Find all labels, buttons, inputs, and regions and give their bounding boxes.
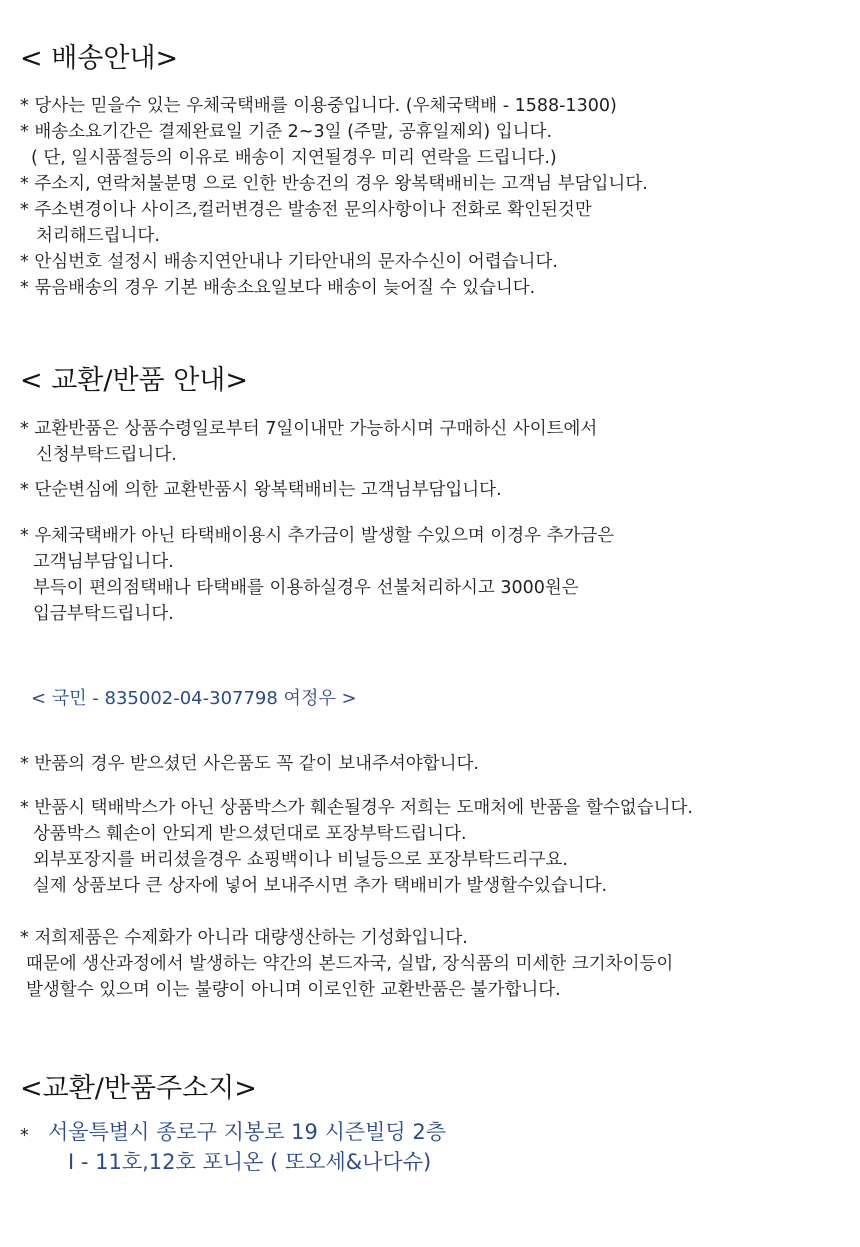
bank-account: < 국민 - 835002-04-307798 여정우 > [31, 688, 357, 709]
exchange-note: * 저희제품은 수제화가 아니라 대량생산하는 기성화입니다. [20, 928, 468, 948]
exchange-note: 외부포장지를 버리셨을경우 쇼핑백이나 비닐등으로 포장부탁드리구요. [33, 850, 568, 870]
exchange-note: * 반품의 경우 받으셨던 사은품도 꼭 같이 보내주셔야합니다. [20, 754, 479, 774]
exchange-line: 고객님부담입니다. [33, 552, 174, 572]
exchange-line: 신청부탁드립니다. [36, 445, 177, 465]
exchange-line: 입금부탁드립니다. [33, 604, 174, 624]
address-line-2: I - 11호,12호 포니온 ( 또오세&나다슈) [68, 1150, 432, 1174]
exchange-line: * 단순변심에 의한 교환반품시 왕복택배비는 고객님부담입니다. [20, 480, 502, 500]
exchange-note: 상품박스 훼손이 안되게 받으셨던대로 포장부탁드립니다. [33, 824, 467, 844]
shipping-heading: < 배송안내> [20, 43, 179, 74]
exchange-note: 발생할수 있으며 이는 불량이 아니며 이로인한 교환반품은 불가합니다. [26, 980, 561, 1000]
address-line-1: 서울특별시 종로구 지봉로 19 시즌빌딩 2층 [48, 1120, 447, 1144]
exchange-line: 부득이 편의점택배나 타택배를 이용하실경우 선불처리하시고 3000원은 [33, 578, 579, 598]
exchange-note: 때문에 생산과정에서 발생하는 약간의 본드자국, 실밥, 장식품의 미세한 크기차이등이 [26, 954, 674, 974]
shipping-line: ( 단, 일시품절등의 이유로 배송이 지연될경우 미리 연락을 드립니다.) [31, 148, 557, 168]
shipping-line: 처리해드립니다. [36, 226, 160, 246]
shipping-line: * 안심번호 설정시 배송지연안내나 기타안내의 문자수신이 어렵습니다. [20, 252, 558, 272]
return-address-heading: <교환/반품주소지> [20, 1073, 257, 1104]
exchange-note: 실제 상품보다 큰 상자에 넣어 보내주시면 추가 택배비가 발생할수있습니다. [33, 876, 608, 896]
address-bullet: * [20, 1126, 29, 1146]
shipping-line: * 묶음배송의 경우 기본 배송소요일보다 배송이 늦어질 수 있습니다. [20, 278, 536, 298]
shipping-line: * 당사는 믿을수 있는 우체국택배를 이용중입니다. (우체국택배 - 1588-1300) [20, 96, 617, 116]
exchange-note: * 반품시 택배박스가 아닌 상품박스가 훼손될경우 저희는 도매처에 반품을 할수없습니다. [20, 798, 693, 818]
shipping-line: * 배송소요기간은 결제완료일 기준 2~3일 (주말, 공휴일제외) 입니다. [20, 122, 553, 142]
exchange-line: * 교환반품은 상품수령일로부터 7일이내만 가능하시며 구매하신 사이트에서 [20, 419, 598, 439]
shipping-line: * 주소지, 연락처불분명 으로 인한 반송건의 경우 왕복택배비는 고객님 부담입니다. [20, 174, 648, 194]
exchange-heading: < 교환/반품 안내> [20, 365, 248, 396]
shipping-line: * 주소변경이나 사이즈,컬러변경은 발송전 문의사항이나 전화로 확인된것만 [20, 200, 592, 220]
exchange-line: * 우체국택배가 아닌 타택배이용시 추가금이 발생할 수있으며 이경우 추가금은 [20, 526, 615, 546]
